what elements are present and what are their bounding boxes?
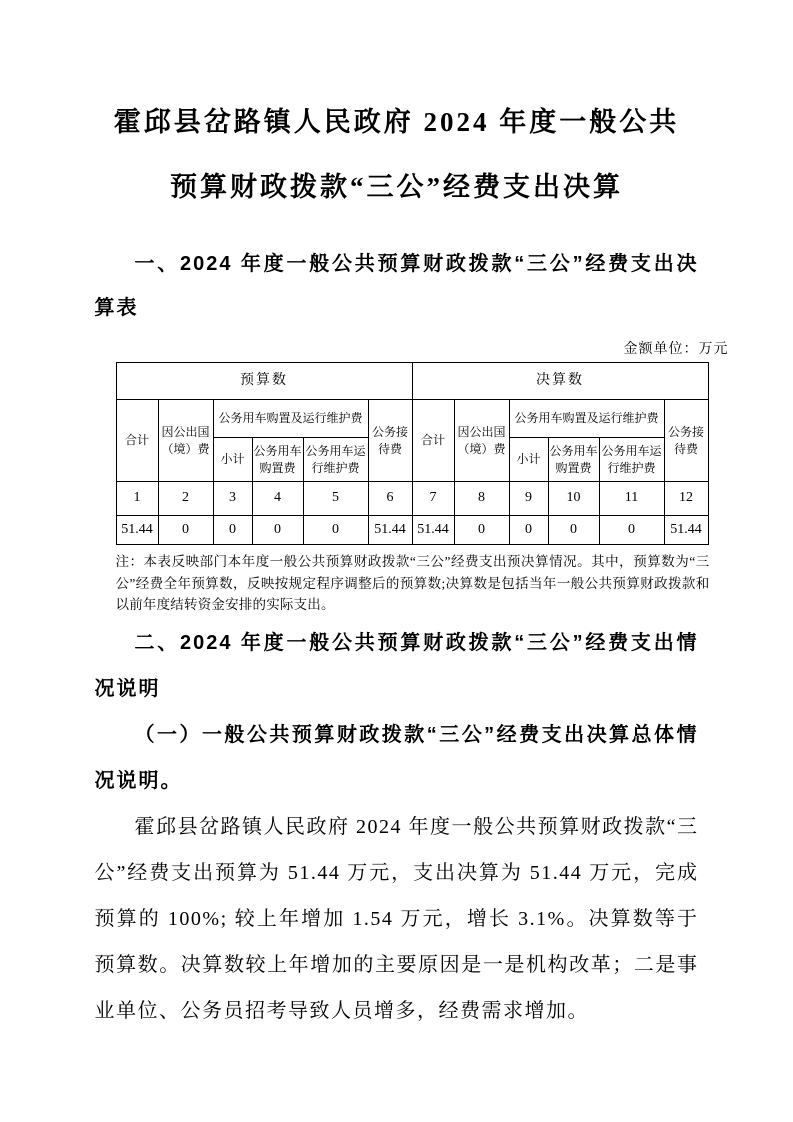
table-unit-label: 金额单位：万元 (623, 342, 729, 357)
col-number-cell: 4 (252, 482, 303, 516)
document-title (95, 90, 699, 220)
section2-paragraph-1: 霍邱县岔路镇人民政府 2024 年度一般公共预算财政拨款“三公”经费支出预算为 51.44 万元，支出决算为 51.44 万元，完成预算的 100%; 较上年增加 1.54 万元，增长 3.1%。决算数等于预算数。决算数较上年增加的主要原因是一是机构改革；二是事业单位、公务员招考导致人员增多，经费需求增加。 (94, 815, 699, 1022)
section2-heading: 二、2024 年度一般公共预算财政拨款“三公”经费支出情况说明 (94, 631, 699, 700)
col-header-vehicle-group-final: 公务用车购置及运行维护费 (509, 400, 664, 438)
table-row-column-numbers (116, 482, 708, 516)
col-number-cell: 1 (116, 482, 158, 516)
col-header-reception-final: 公务接待费 (664, 400, 708, 482)
document-content (94, 0, 729, 1034)
col-header-maintenance-budget: 公务用车运行维护费 (303, 438, 368, 482)
value-cell-purchase-budget: 0 (252, 516, 303, 545)
col-number-cell: 11 (599, 482, 664, 516)
col-header-purchase-budget: 公务用车购置费 (252, 438, 303, 482)
table-row-values (116, 516, 708, 545)
col-number-cell: 5 (303, 482, 368, 516)
col-number-cell: 7 (412, 482, 454, 516)
section1-heading: 一、2024 年度一般公共预算财政拨款“三公”经费支出决算表 (94, 253, 699, 319)
col-number-cell: 8 (454, 482, 509, 516)
value-cell-total-budget: 51.44 (116, 516, 158, 545)
value-cell-purchase-final: 0 (548, 516, 599, 545)
group-header-budget: 预算数 (116, 363, 412, 400)
value-cell-subtotal-final: 0 (509, 516, 548, 545)
value-cell-reception-final: 51.44 (664, 516, 708, 545)
value-cell-maintenance-final: 0 (599, 516, 664, 545)
section2-sub1-heading: （一）一般公共预算财政拨款“三公”经费支出决算总体情况说明。 (94, 723, 699, 792)
sangong-expense-table (116, 362, 709, 545)
table-row-header-1 (116, 400, 708, 438)
col-header-reception-budget: 公务接待费 (368, 400, 412, 482)
col-header-purchase-final: 公务用车购置费 (548, 438, 599, 482)
table-note: 注：本表反映部门本年度一般公共预算财政拨款“三公”经费支出预决算情况。其中，预算数为“三公”经费全年预算数，反映按规定程序调整后的预算数;决算数是包括当年一般公共预算财政拨款和以前年度结转资金安排的实际支出。 (115, 554, 710, 612)
value-cell-total-final: 51.44 (412, 516, 454, 545)
group-header-final: 决算数 (412, 363, 708, 400)
col-number-cell: 10 (548, 482, 599, 516)
value-cell-subtotal-budget: 0 (213, 516, 252, 545)
document-title-line1: 霍邱县岔路镇人民政府 2024 年度一般公共 (113, 107, 680, 137)
col-header-total-budget: 合计 (116, 400, 158, 482)
document-title-line2: 预算财政拨款“三公”经费支出决算 (170, 172, 623, 202)
col-header-maintenance-final: 公务用车运行维护费 (599, 438, 664, 482)
col-number-cell: 6 (368, 482, 412, 516)
value-cell-abroad-budget: 0 (158, 516, 213, 545)
value-cell-maintenance-budget: 0 (303, 516, 368, 545)
col-number-cell: 9 (509, 482, 548, 516)
col-header-vehicle-group-budget: 公务用车购置及运行维护费 (213, 400, 368, 438)
col-header-subtotal-final: 小计 (509, 438, 548, 482)
col-number-cell: 3 (213, 482, 252, 516)
col-number-cell: 2 (158, 482, 213, 516)
col-number-cell: 12 (664, 482, 708, 516)
table-row-groups (116, 363, 708, 400)
col-header-subtotal-budget: 小计 (213, 438, 252, 482)
col-header-abroad-budget: 因公出国（境）费 (158, 400, 213, 482)
value-cell-reception-budget: 51.44 (368, 516, 412, 545)
col-header-total-final: 合计 (412, 400, 454, 482)
value-cell-abroad-final: 0 (454, 516, 509, 545)
col-header-abroad-final: 因公出国（境）费 (454, 400, 509, 482)
